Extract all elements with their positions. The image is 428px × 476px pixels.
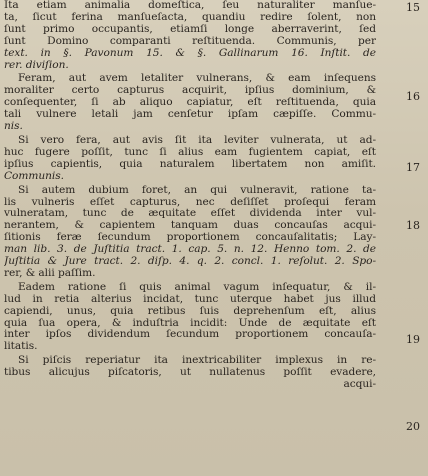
text-line: Ita etiam animalia domeſtica, ſeu naturaliter manſue- [4,0,376,11]
text-line: Si autem dubium foret, an qui vulneravit, ratione ta- [18,184,376,196]
paragraph-19 [4,282,376,353]
paragraph-20 [4,355,376,391]
text-line: Communis. [4,170,64,182]
text-line: nis. [4,121,23,133]
paragraph-18 [4,185,376,280]
margin-number-15: 15 [406,1,420,14]
text-line: huc fugere poſſit, tunc ſi alius eam fugientem capiat, eſt [4,146,376,158]
text-line: capiendi, unus, quia retibus ſuis deprehenſum eſt, alius [4,305,376,317]
text-line: conſequenter, ſi ab aliquo capiatur, eſt reſtituenda, quia [4,97,376,109]
text-line: tali vulnere letali jam cenſetur ipſam cæpiſſe. Commu- [4,109,376,121]
text-line: text. in §. Pavonum 15. & §. Gallinarum 16. Inſtit. de [4,47,376,59]
page-text [4,0,376,391]
text-line: ta, ſicut ferina manſueſacta, quandiu redire ſolent, non [4,11,376,23]
text-line: moraliter certo capturus acquirit, ipſius dominium, & [4,85,376,97]
text-line: man lib. 3. de Juſtitia tract. 1. cap. 5. n. 12. Henno tom. 2. de [4,244,376,256]
margin-number-19: 19 [406,333,420,346]
text-line: vulneratam, tunc de æquitate eſſet dividenda inter vul- [4,208,376,220]
text-line: inter ipſos dividendum ſecundum proportionem concauſa- [4,329,376,341]
text-line: rer, & alii paſſim. [4,267,96,279]
margin-number-17: 17 [406,161,420,174]
text-line: ſunt primo occupantis, etiamſi longe aberraverint, ſed [4,23,376,35]
margin-number-16: 16 [406,90,420,103]
text-line: lis vulneris eſſet capturus, nec deſiſſet proſequi feram [4,196,376,208]
text-line: Juſtitia & Jure tract. 2. diſp. 4. q. 2. concl. 1. reſolut. 2. Spo- [4,256,376,268]
text-line: rer. diviſion. [4,59,69,71]
paragraph-17 [4,135,376,183]
text-line: Si vero fera, aut avis ſit ita leviter vulnerata, ut ad- [18,134,376,146]
text-line: ipſius capientis, quia naturalem libertatem non amiſit. [4,158,376,170]
text-line: quia ſua opera, & induſtria incidit: Unde de æquitate eſt [4,317,376,329]
text-line: nerantem, & capientem tanquam duas concauſas acqui- [4,220,376,232]
catchword: acqui- [343,379,376,391]
text-line: tibus alicujus piſcatoris, ut nullatenus poſſit evadere, [4,367,376,379]
text-line: lud in retia alterius incidat, tunc uterque habet jus illud [4,293,376,305]
text-line: Eadem ratione ſi quis animal vagum inſequatur, & il- [18,281,376,293]
margin-number-20: 20 [406,420,420,433]
paragraph-16 [4,73,376,133]
text-line: ſunt Domino comparanti reſtituenda. Communis, per [4,35,376,47]
paragraph-15 [4,0,376,71]
text-line: litatis. [4,341,38,353]
text-line: ſitionis feræ ſecundum proportionem concauſalitatis; Lay- [4,232,376,244]
text-line: Si piſcis reperiatur ita inextricabiliter implexus in re- [18,355,376,367]
text-line: Feram, aut avem letaliter vulnerans, & eam inſequens [18,73,376,85]
margin-number-18: 18 [406,219,420,232]
